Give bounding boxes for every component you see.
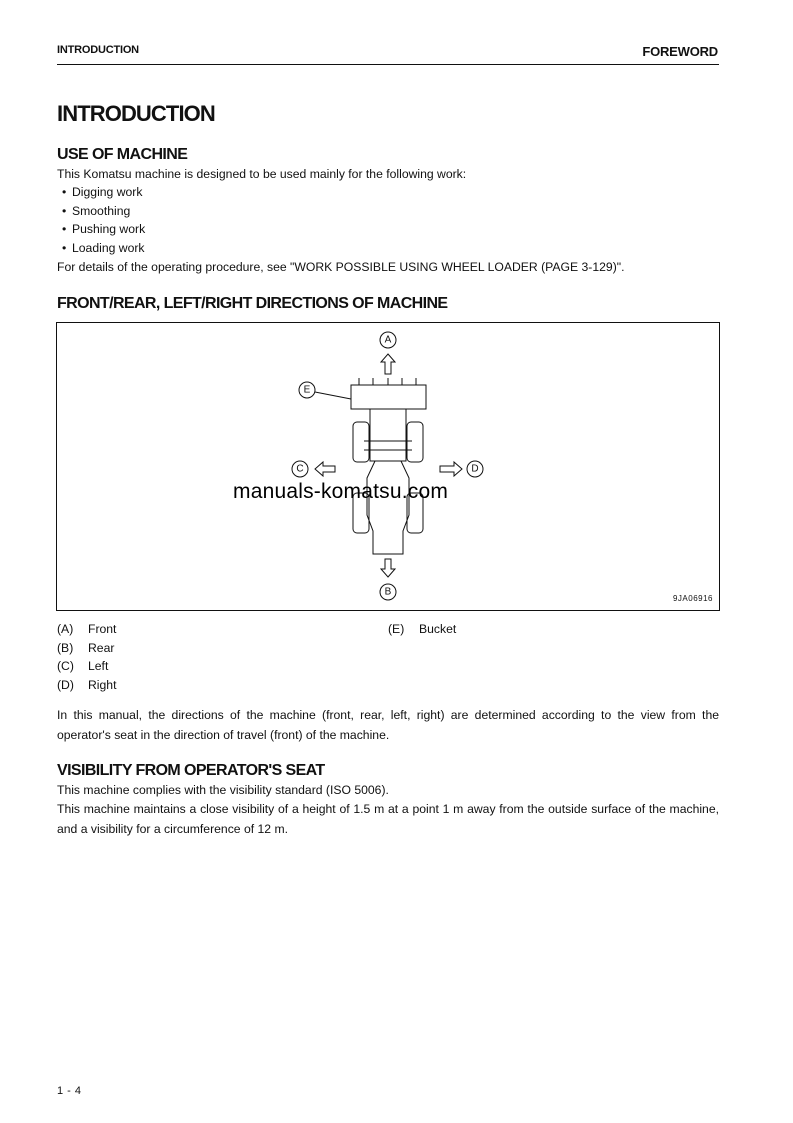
legend-value: Rear [88, 640, 115, 655]
label-b: B [384, 586, 392, 598]
directions-paragraph: In this manual, the directions of the machine (front, rear, left, right) are determined according to the view from the operator's seat in the direction of travel (front) of the machine. [57, 708, 719, 742]
header-section-left: INTRODUCTION [57, 44, 139, 56]
legend-row [57, 657, 116, 676]
visibility-heading: VISIBILITY FROM OPERATOR'S SEAT [57, 762, 325, 779]
page-title: INTRODUCTION [57, 101, 215, 126]
figure-code: 9JA06916 [672, 594, 713, 603]
list-item: • Digging work [62, 183, 145, 202]
page-number: 1 - 4 [57, 1085, 82, 1097]
watermark-text: manuals-komatsu.com [233, 480, 449, 503]
operating-procedure-reference: For details of the operating procedure, see "WORK POSSIBLE USING WHEEL LOADER (PAGE 3-129)". [57, 260, 625, 274]
use-of-machine-heading: USE OF MACHINE [57, 146, 188, 163]
rear-frame [367, 461, 409, 554]
front-frame [370, 409, 406, 461]
rear-arrow-icon [381, 559, 395, 577]
label-c: C [296, 463, 304, 475]
legend-key: (E) [388, 622, 405, 636]
legend-value: Bucket [419, 622, 457, 636]
front-right-wheel [407, 422, 423, 462]
legend-left [57, 620, 116, 694]
label-e: E [303, 384, 311, 396]
directions-heading: FRONT/REAR, LEFT/RIGHT DIRECTIONS OF MACHINE [57, 295, 448, 312]
front-left-wheel [353, 422, 369, 462]
work-list [62, 183, 145, 257]
legend-value: Front [88, 622, 117, 636]
legend-key: (A) [57, 622, 74, 636]
visibility-standard-text: This machine complies with the visibility standard (ISO 5006). [57, 783, 389, 797]
label-d: D [471, 463, 479, 475]
header-section-right: FOREWORD [642, 44, 718, 59]
use-of-machine-intro: This Komatsu machine is designed to be used mainly for the following work: [57, 167, 467, 181]
legend-row [57, 639, 116, 658]
list-item: • Loading work [62, 239, 145, 258]
legend-value: Right [88, 677, 117, 692]
right-arrow-icon [440, 462, 462, 476]
bucket-outline [351, 385, 426, 409]
list-item: • Pushing work [62, 220, 145, 239]
list-item: • Smoothing [62, 202, 145, 221]
bucket-leader-line [315, 392, 351, 399]
legend-key: (B) [57, 640, 74, 655]
visibility-detail-text: This machine maintains a close visibility of a height of 1.5 m at a point 1 m away from the outside surface of the machine, and a visibility for a circumference of 12 m. [57, 802, 719, 836]
legend-right [388, 620, 456, 639]
label-a: A [384, 334, 392, 346]
header-rule [57, 64, 719, 65]
legend-key: (C) [57, 659, 74, 674]
left-arrow-icon [315, 462, 335, 476]
legend-row [388, 620, 456, 639]
front-arrow-icon [381, 354, 395, 374]
legend-row [57, 620, 116, 639]
wheel-loader-diagram [57, 323, 719, 610]
legend-row [57, 676, 116, 695]
legend-value: Left [88, 659, 109, 674]
legend-key: (D) [57, 677, 74, 692]
directions-figure [56, 322, 720, 611]
